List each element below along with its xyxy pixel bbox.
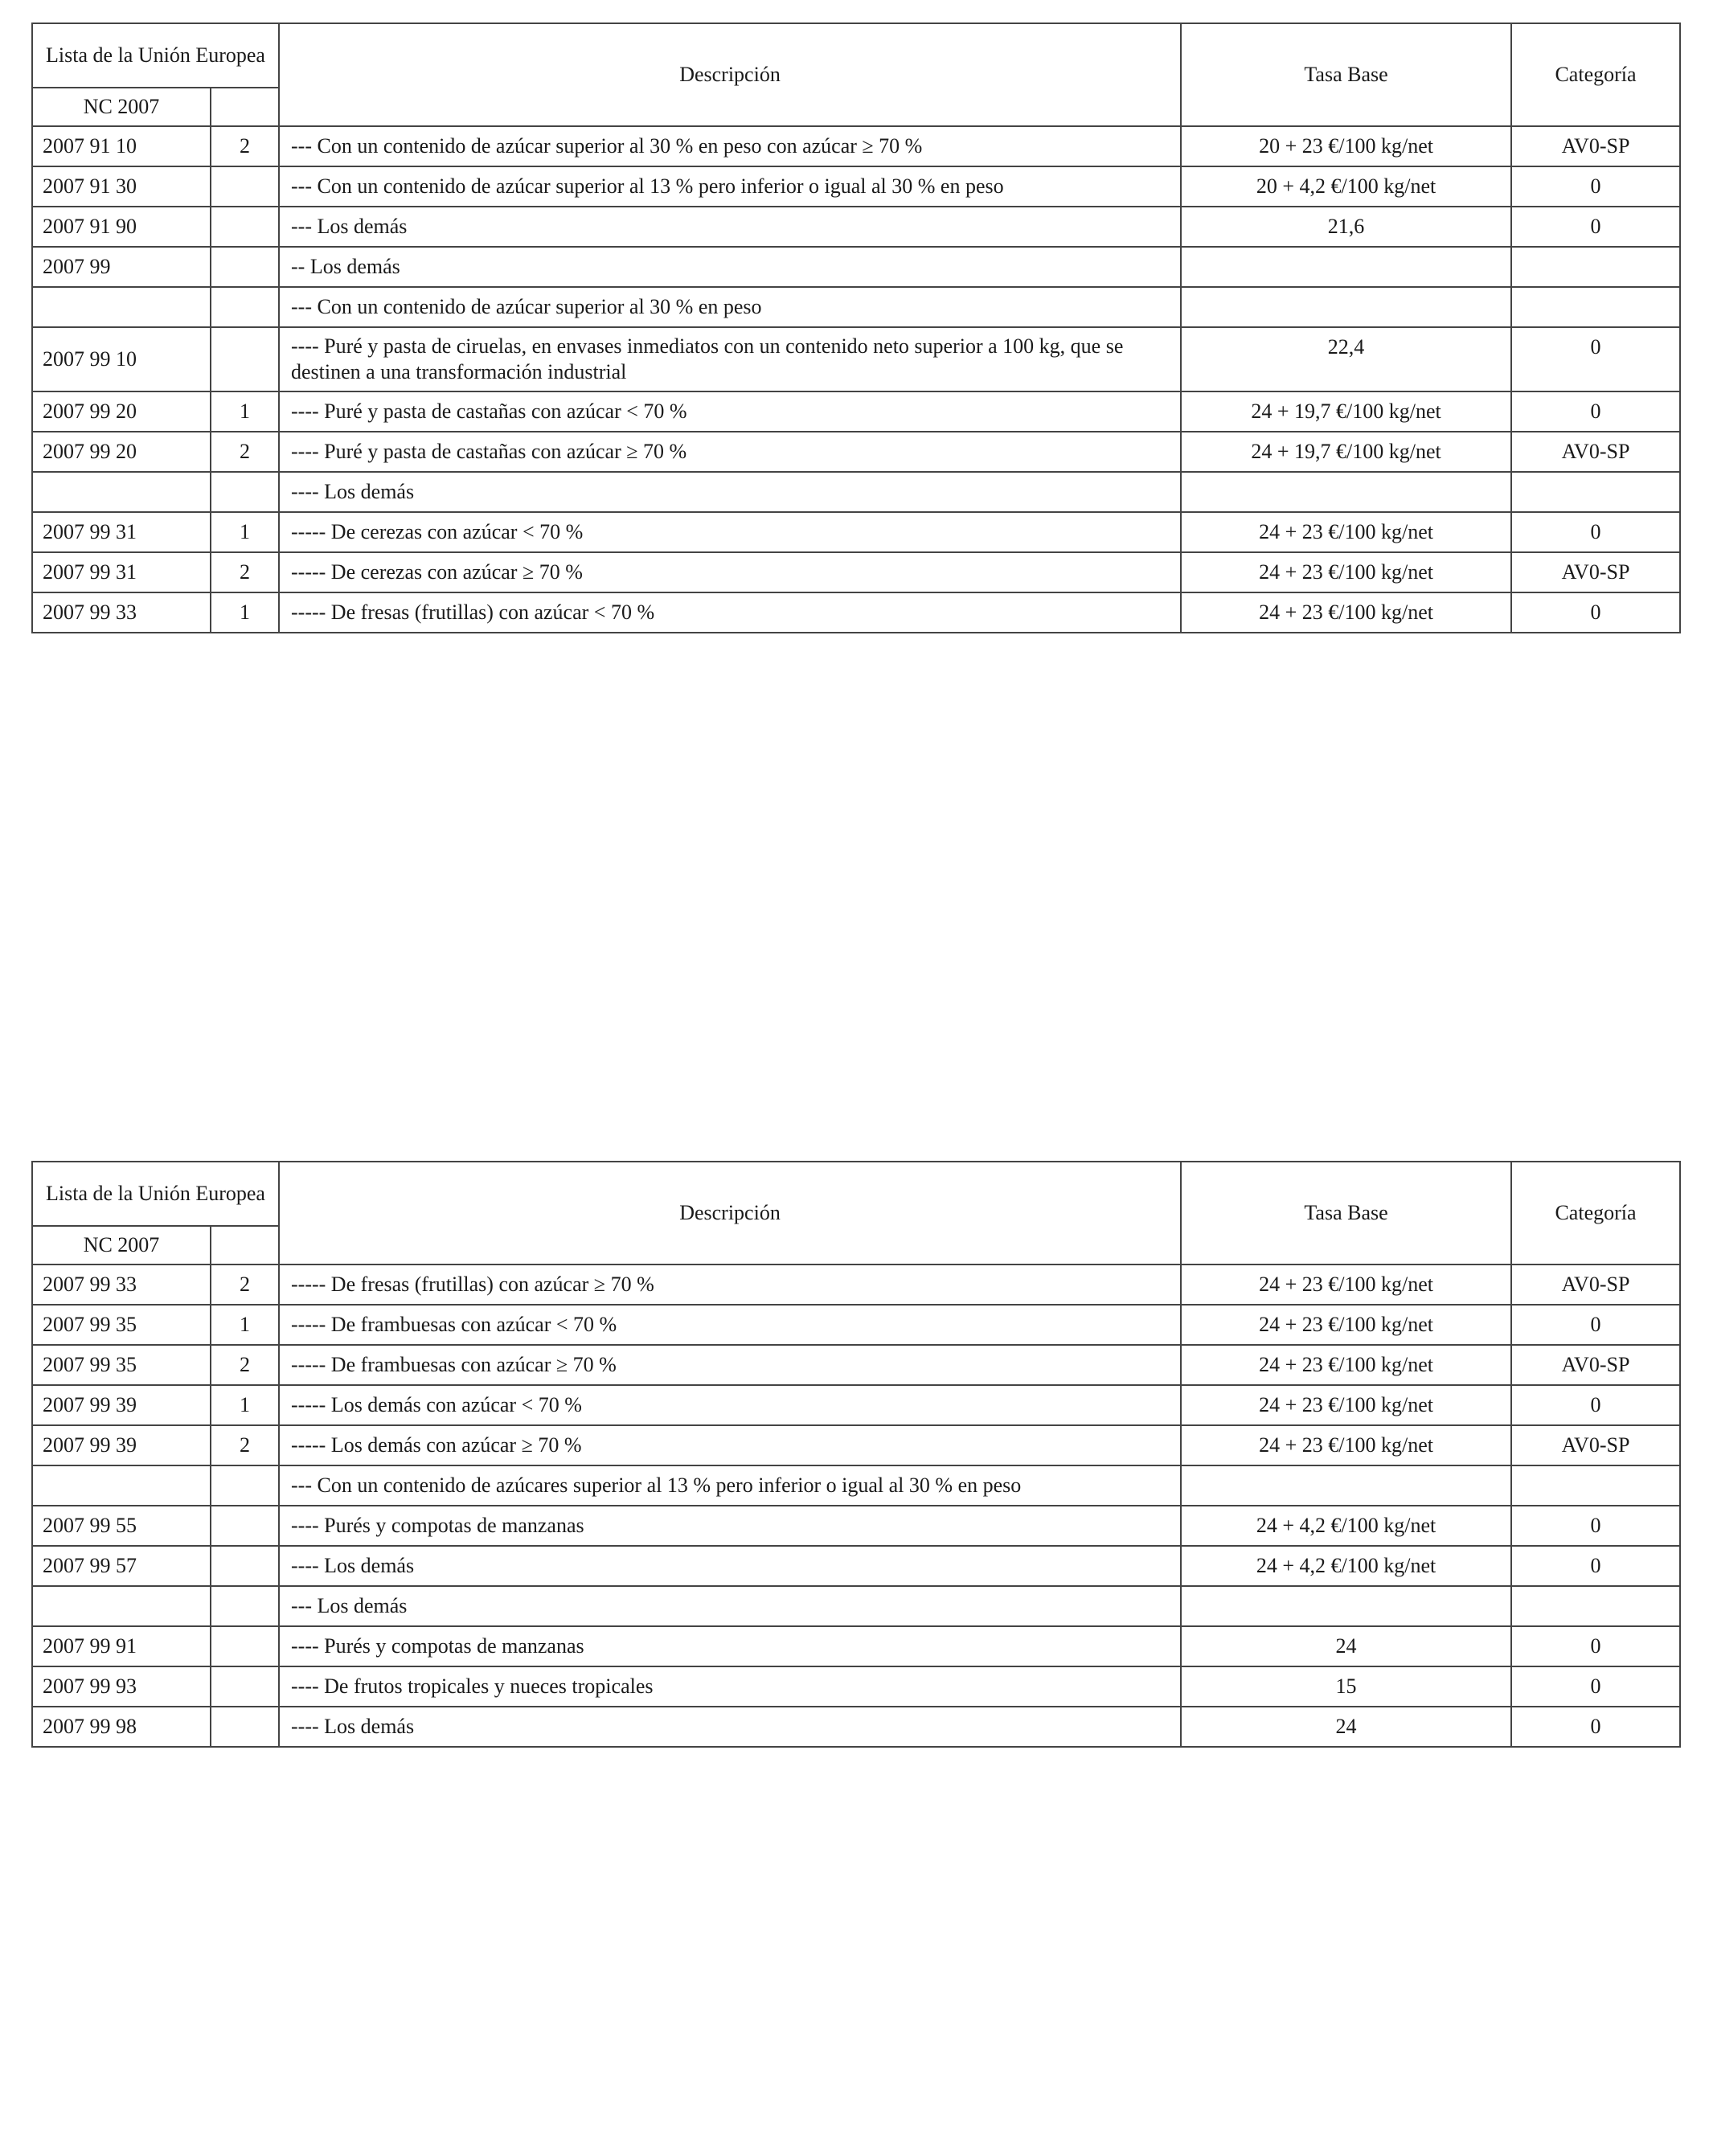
cell-base-rate: 21,6 — [1181, 207, 1511, 247]
table-row — [32, 1546, 1680, 1586]
cell-code: 2007 99 57 — [32, 1546, 211, 1586]
cell-code: 2007 99 98 — [32, 1707, 211, 1747]
table-row — [32, 247, 1680, 287]
cell-sub: 1 — [211, 512, 279, 552]
table-row — [32, 1385, 1680, 1425]
cell-sub — [211, 1707, 279, 1747]
cell-base-rate: 20 + 23 €/100 kg/net — [1181, 126, 1511, 166]
table-row — [32, 552, 1680, 592]
cell-sub — [211, 472, 279, 512]
cell-sub — [211, 1626, 279, 1666]
cell-description: ----- De fresas (frutillas) con azúcar ≥ 70 % — [279, 1264, 1181, 1305]
cell-category — [1511, 287, 1680, 327]
cell-base-rate: 15 — [1181, 1666, 1511, 1707]
cell-description: ----- De cerezas con azúcar ≥ 70 % — [279, 552, 1181, 592]
header-nc: NC 2007 — [32, 1226, 211, 1264]
cell-sub: 2 — [211, 1345, 279, 1385]
cell-category: 0 — [1511, 166, 1680, 207]
cell-code: 2007 99 55 — [32, 1506, 211, 1546]
cell-base-rate: 22,4 — [1181, 327, 1511, 391]
cell-base-rate: 24 + 23 €/100 kg/net — [1181, 1264, 1511, 1305]
cell-base-rate — [1181, 247, 1511, 287]
cell-category — [1511, 472, 1680, 512]
cell-base-rate: 24 — [1181, 1626, 1511, 1666]
cell-base-rate: 24 + 19,7 €/100 kg/net — [1181, 432, 1511, 472]
cell-sub — [211, 1546, 279, 1586]
table-row — [32, 287, 1680, 327]
cell-category: 0 — [1511, 207, 1680, 247]
cell-code: 2007 99 39 — [32, 1425, 211, 1465]
table-row — [32, 1425, 1680, 1465]
cell-base-rate — [1181, 287, 1511, 327]
cell-code: 2007 91 90 — [32, 207, 211, 247]
cell-base-rate — [1181, 472, 1511, 512]
cell-sub: 2 — [211, 1425, 279, 1465]
cell-code: 2007 99 31 — [32, 512, 211, 552]
cell-base-rate: 24 — [1181, 1707, 1511, 1747]
cell-category: 0 — [1511, 1385, 1680, 1425]
cell-category — [1511, 247, 1680, 287]
cell-code — [32, 1465, 211, 1506]
cell-sub: 1 — [211, 1305, 279, 1345]
tariff-table-2 — [31, 1161, 1681, 1748]
cell-code: 2007 99 33 — [32, 1264, 211, 1305]
cell-description: ---- Los demás — [279, 1707, 1181, 1747]
table-row — [32, 1305, 1680, 1345]
table-row — [32, 1707, 1680, 1747]
cell-sub — [211, 207, 279, 247]
cell-code: 2007 91 30 — [32, 166, 211, 207]
cell-code: 2007 99 20 — [32, 391, 211, 432]
cell-base-rate: 24 + 19,7 €/100 kg/net — [1181, 391, 1511, 432]
cell-sub: 2 — [211, 1264, 279, 1305]
table-row — [32, 1465, 1680, 1506]
cell-description: ----- Los demás con azúcar ≥ 70 % — [279, 1425, 1181, 1465]
cell-sub: 2 — [211, 552, 279, 592]
header-description: Descripción — [279, 1162, 1181, 1264]
header-base-rate: Tasa Base — [1181, 1162, 1511, 1264]
cell-description: ----- De frambuesas con azúcar ≥ 70 % — [279, 1345, 1181, 1385]
table-row — [32, 327, 1680, 391]
header-category: Categoría — [1511, 1162, 1680, 1264]
table-body — [32, 1264, 1680, 1747]
cell-description: ---- Puré y pasta de castañas con azúcar ≥ 70 % — [279, 432, 1181, 472]
table-row — [32, 1666, 1680, 1707]
cell-sub: 1 — [211, 1385, 279, 1425]
cell-base-rate: 24 + 23 €/100 kg/net — [1181, 1345, 1511, 1385]
cell-base-rate: 24 + 23 €/100 kg/net — [1181, 592, 1511, 633]
cell-category: 0 — [1511, 512, 1680, 552]
header-category: Categoría — [1511, 23, 1680, 126]
header-description: Descripción — [279, 23, 1181, 126]
cell-sub: 2 — [211, 432, 279, 472]
cell-category: 0 — [1511, 327, 1680, 391]
cell-base-rate: 24 + 23 €/100 kg/net — [1181, 1305, 1511, 1345]
cell-description: --- Con un contenido de azúcar superior al 13 % pero inferior o igual al 30 % en peso — [279, 166, 1181, 207]
cell-category — [1511, 1465, 1680, 1506]
cell-sub — [211, 1586, 279, 1626]
cell-base-rate: 24 + 4,2 €/100 kg/net — [1181, 1546, 1511, 1586]
cell-description: --- Con un contenido de azúcar superior al 30 % en peso — [279, 287, 1181, 327]
cell-code: 2007 99 39 — [32, 1385, 211, 1425]
cell-description: ----- De frambuesas con azúcar < 70 % — [279, 1305, 1181, 1345]
cell-code: 2007 99 — [32, 247, 211, 287]
cell-description: --- Los demás — [279, 1586, 1181, 1626]
cell-base-rate — [1181, 1465, 1511, 1506]
cell-category: 0 — [1511, 1666, 1680, 1707]
cell-category — [1511, 1586, 1680, 1626]
cell-sub — [211, 166, 279, 207]
cell-description: ----- Los demás con azúcar < 70 % — [279, 1385, 1181, 1425]
cell-base-rate: 20 + 4,2 €/100 kg/net — [1181, 166, 1511, 207]
cell-description: ---- Purés y compotas de manzanas — [279, 1506, 1181, 1546]
table-row — [32, 592, 1680, 633]
tariff-table-1 — [31, 23, 1681, 633]
header-sub-blank — [211, 1226, 279, 1264]
table-row — [32, 1264, 1680, 1305]
cell-sub: 1 — [211, 391, 279, 432]
cell-code: 2007 91 10 — [32, 126, 211, 166]
cell-category: 0 — [1511, 1305, 1680, 1345]
cell-code: 2007 99 35 — [32, 1345, 211, 1385]
cell-sub — [211, 287, 279, 327]
table-row — [32, 1626, 1680, 1666]
table-row — [32, 1345, 1680, 1385]
cell-sub — [211, 1465, 279, 1506]
cell-sub — [211, 327, 279, 391]
cell-category: 0 — [1511, 1707, 1680, 1747]
cell-description: ----- De cerezas con azúcar < 70 % — [279, 512, 1181, 552]
cell-description: ---- Purés y compotas de manzanas — [279, 1626, 1181, 1666]
table-row — [32, 432, 1680, 472]
cell-description: ----- De fresas (frutillas) con azúcar < 70 % — [279, 592, 1181, 633]
table-row — [32, 1586, 1680, 1626]
cell-code: 2007 99 31 — [32, 552, 211, 592]
cell-code — [32, 287, 211, 327]
cell-category: 0 — [1511, 592, 1680, 633]
cell-code: 2007 99 33 — [32, 592, 211, 633]
header-list: Lista de la Unión Europea — [32, 1162, 279, 1226]
cell-category: AV0-SP — [1511, 1345, 1680, 1385]
header-nc: NC 2007 — [32, 88, 211, 126]
cell-category: AV0-SP — [1511, 1425, 1680, 1465]
table-row — [32, 126, 1680, 166]
cell-description: --- Los demás — [279, 207, 1181, 247]
cell-sub — [211, 1666, 279, 1707]
table-row — [32, 207, 1680, 247]
cell-code: 2007 99 93 — [32, 1666, 211, 1707]
cell-category: AV0-SP — [1511, 1264, 1680, 1305]
cell-description: ---- Los demás — [279, 472, 1181, 512]
cell-description: ---- De frutos tropicales y nueces tropicales — [279, 1666, 1181, 1707]
cell-category: AV0-SP — [1511, 432, 1680, 472]
cell-category: 0 — [1511, 1546, 1680, 1586]
table-row — [32, 1506, 1680, 1546]
cell-sub: 2 — [211, 126, 279, 166]
cell-category: 0 — [1511, 1626, 1680, 1666]
table-row — [32, 472, 1680, 512]
table-body — [32, 126, 1680, 633]
cell-code: 2007 99 20 — [32, 432, 211, 472]
cell-base-rate: 24 + 23 €/100 kg/net — [1181, 552, 1511, 592]
cell-description: ---- Puré y pasta de ciruelas, en envases inmediatos con un contenido neto superior a 100 kg, que se destinen a una transformación industrial — [279, 327, 1181, 391]
cell-sub — [211, 247, 279, 287]
cell-description: --- Con un contenido de azúcar superior al 30 % en peso con azúcar ≥ 70 % — [279, 126, 1181, 166]
cell-category: 0 — [1511, 1506, 1680, 1546]
header-base-rate: Tasa Base — [1181, 23, 1511, 126]
cell-base-rate: 24 + 4,2 €/100 kg/net — [1181, 1506, 1511, 1546]
cell-sub — [211, 1506, 279, 1546]
cell-base-rate — [1181, 1586, 1511, 1626]
cell-sub: 1 — [211, 592, 279, 633]
cell-base-rate: 24 + 23 €/100 kg/net — [1181, 1425, 1511, 1465]
cell-category: 0 — [1511, 391, 1680, 432]
cell-category: AV0-SP — [1511, 552, 1680, 592]
cell-code — [32, 1586, 211, 1626]
cell-description: --- Con un contenido de azúcares superior al 13 % pero inferior o igual al 30 % en peso — [279, 1465, 1181, 1506]
cell-description: ---- Los demás — [279, 1546, 1181, 1586]
table-row — [32, 166, 1680, 207]
header-list: Lista de la Unión Europea — [32, 23, 279, 88]
cell-description: ---- Puré y pasta de castañas con azúcar < 70 % — [279, 391, 1181, 432]
cell-base-rate: 24 + 23 €/100 kg/net — [1181, 1385, 1511, 1425]
table-row — [32, 512, 1680, 552]
cell-code: 2007 99 10 — [32, 327, 211, 391]
cell-category: AV0-SP — [1511, 126, 1680, 166]
cell-code — [32, 472, 211, 512]
table-row — [32, 391, 1680, 432]
cell-description: -- Los demás — [279, 247, 1181, 287]
cell-base-rate: 24 + 23 €/100 kg/net — [1181, 512, 1511, 552]
header-sub-blank — [211, 88, 279, 126]
cell-code: 2007 99 35 — [32, 1305, 211, 1345]
cell-code: 2007 99 91 — [32, 1626, 211, 1666]
